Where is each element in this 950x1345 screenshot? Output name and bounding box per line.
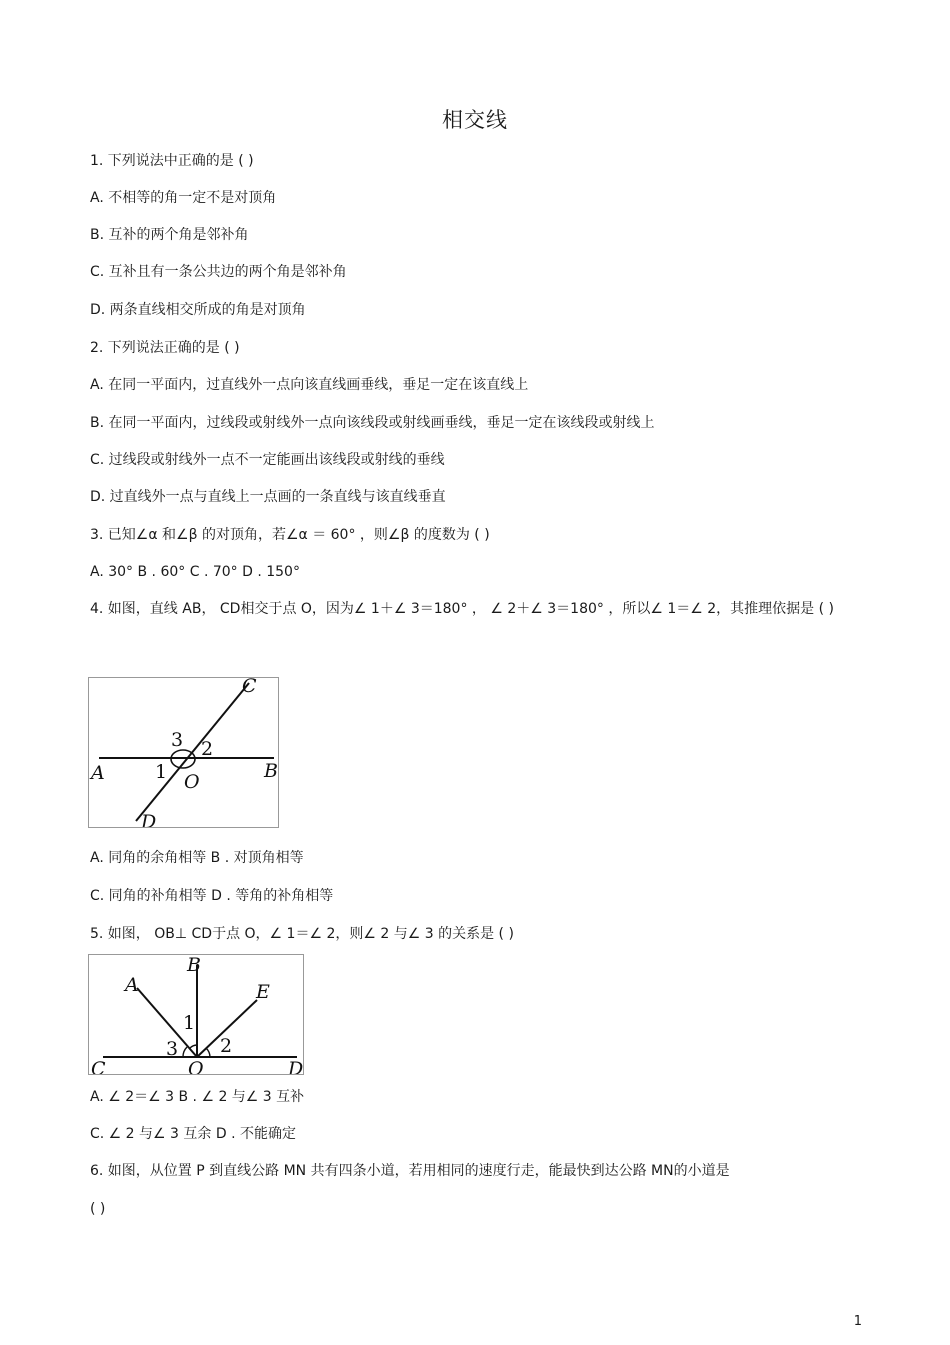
question-5-options-row-2: C. ∠ 2 与∠ 3 互余 D . 不能确定: [90, 1126, 296, 1142]
question-2-option-d: D. 过直线外一点与直线上一点画的一条直线与该直线垂直: [90, 489, 446, 505]
question-2-option-b: B. 在同一平面内，过线段或射线外一点向该线段或射线画垂线，垂足一定在该线段或射线上: [90, 415, 655, 431]
question-3-options: A. 30° B . 60° C . 70° D . 150°: [90, 564, 300, 580]
angle-2-label: 2: [220, 1035, 233, 1057]
figure-perpendicular-rays: [88, 954, 304, 1075]
question-3-stem: 3. 已知∠α 和∠β 的对顶角，若∠α ＝ 60° ，则∠β 的度数为 ( ): [90, 527, 490, 543]
question-1-option-a: A. 不相等的角一定不是对顶角: [90, 190, 277, 206]
question-4-stem: 4. 如图，直线 AB， CD相交于点 O，因为∠ 1＋∠ 3＝180° ， ∠ 2＋∠ 3＝180° ，所以∠ 1＝∠ 2，其推理依据是 ( ): [90, 601, 834, 617]
question-2-stem: 2. 下列说法正确的是 ( ): [90, 340, 240, 356]
label-o: O: [188, 1058, 204, 1074]
page-number: 1: [853, 1314, 862, 1329]
label-c: C: [242, 678, 257, 697]
angle-3-label: 3: [166, 1038, 179, 1060]
question-2-option-a: A. 在同一平面内，过直线外一点向该直线画垂线，垂足一定在该直线上: [90, 377, 529, 393]
question-1-stem: 1. 下列说法中正确的是 ( ): [90, 153, 254, 169]
question-1-option-b: B. 互补的两个角是邻补角: [90, 227, 249, 243]
question-1-option-c: C. 互补且有一条公共边的两个角是邻补角: [90, 264, 347, 280]
question-5-options-row-1: A. ∠ 2＝∠ 3 B . ∠ 2 与∠ 3 互补: [90, 1089, 305, 1105]
label-a: A: [125, 974, 139, 996]
question-4-options-row-2: C. 同角的补角相等 D . 等角的补角相等: [90, 888, 334, 904]
angle-2-label: 2: [201, 738, 214, 760]
angle-1-label: 1: [155, 761, 168, 783]
label-a: A: [91, 762, 105, 784]
figure-intersecting-lines: [88, 677, 279, 828]
question-4-options-row-1: A. 同角的余角相等 B . 对顶角相等: [90, 850, 304, 866]
question-2-option-c: C. 过线段或射线外一点不一定能画出该线段或射线的垂线: [90, 452, 445, 468]
angle-1-label: 1: [183, 1012, 196, 1034]
label-b: B: [187, 955, 201, 976]
question-1-option-d: D. 两条直线相交所成的角是对顶角: [90, 302, 306, 318]
question-5-stem: 5. 如图， OB⊥ CD于点 O，∠ 1＝∠ 2，则∠ 2 与∠ 3 的关系是 ( ): [90, 926, 514, 942]
label-o: O: [184, 771, 200, 793]
label-d: D: [288, 1058, 303, 1074]
label-b: B: [264, 760, 278, 782]
angle-3-label: 3: [171, 729, 184, 751]
label-e: E: [256, 981, 270, 1003]
label-c: C: [91, 1058, 106, 1074]
question-6-stem: 6. 如图，从位置 P 到直线公路 MN 共有四条小道，若用相同的速度行走，能最快到达公路 MN的小道是: [90, 1163, 730, 1179]
question-6-answer-paren: ( ): [90, 1201, 106, 1217]
label-d: D: [141, 811, 157, 827]
page-title: 相交线: [442, 108, 508, 132]
